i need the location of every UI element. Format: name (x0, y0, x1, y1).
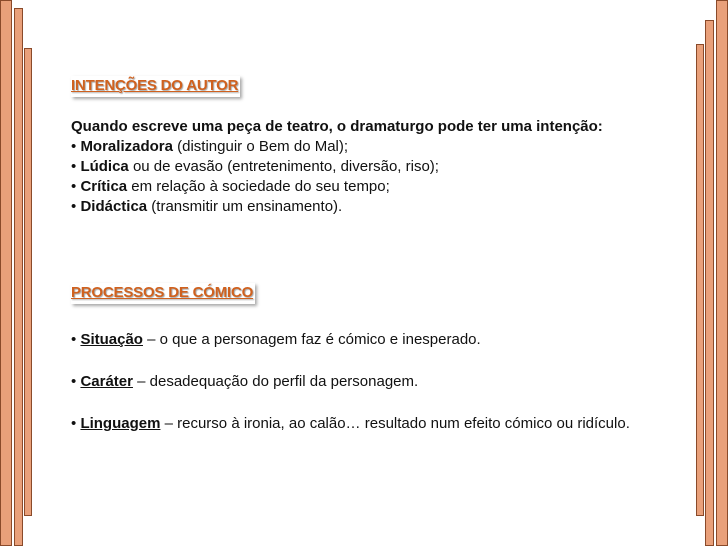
list-item-ludica (71, 157, 661, 177)
term: Moralizadora (80, 138, 173, 155)
right-decorative-bar-outer (716, 0, 728, 546)
term: Lúdica (80, 158, 129, 175)
bullet: • (71, 178, 77, 195)
slide-content (71, 76, 661, 434)
term: Crítica (80, 178, 128, 195)
list-item-situacao (71, 330, 661, 350)
intro-text: Quando escreve uma peça de teatro, o dramaturgo pode ter uma intenção: (71, 118, 603, 135)
list-item-critica (71, 177, 661, 197)
left-decorative-bar-middle (14, 8, 23, 546)
term: Caráter (80, 373, 133, 390)
bullet: • (71, 158, 77, 175)
bullet: • (71, 373, 77, 390)
term: Didáctica (80, 198, 148, 215)
description: ou de evasão (entretenimento, diversão, riso); (128, 158, 439, 175)
description: em relação à sociedade do seu tempo; (127, 178, 390, 195)
term: Linguagem (80, 415, 161, 432)
list-item-carater (71, 372, 661, 392)
description: – recurso à ironia, ao calão… resultado num efeito cómico ou ridículo. (160, 415, 630, 432)
section-heading-processos: PROCESSOS DE CÓMICO (71, 283, 255, 304)
bullet: • (71, 138, 77, 155)
bullet: • (71, 415, 77, 432)
list-item-didactica (71, 197, 661, 217)
description: – desadequação do perfil da personagem. (132, 373, 419, 390)
right-decorative-bar-inner (696, 44, 704, 516)
description: – o que a personagem faz é cómico e inesperado. (142, 331, 481, 348)
description: (distinguir o Bem do Mal); (172, 138, 349, 155)
description: (transmitir um ensinamento). (147, 198, 343, 215)
section-heading-intencoes: INTENÇÕES DO AUTOR (71, 76, 240, 97)
left-decorative-bar-inner (24, 48, 32, 516)
list-item-moralizadora (71, 137, 661, 157)
term: Situação (80, 331, 143, 348)
left-decorative-bar-outer (0, 0, 12, 546)
right-decorative-bar-middle (705, 20, 714, 546)
bullet: • (71, 331, 77, 348)
list-item-linguagem (71, 414, 661, 434)
bullet: • (71, 198, 77, 215)
